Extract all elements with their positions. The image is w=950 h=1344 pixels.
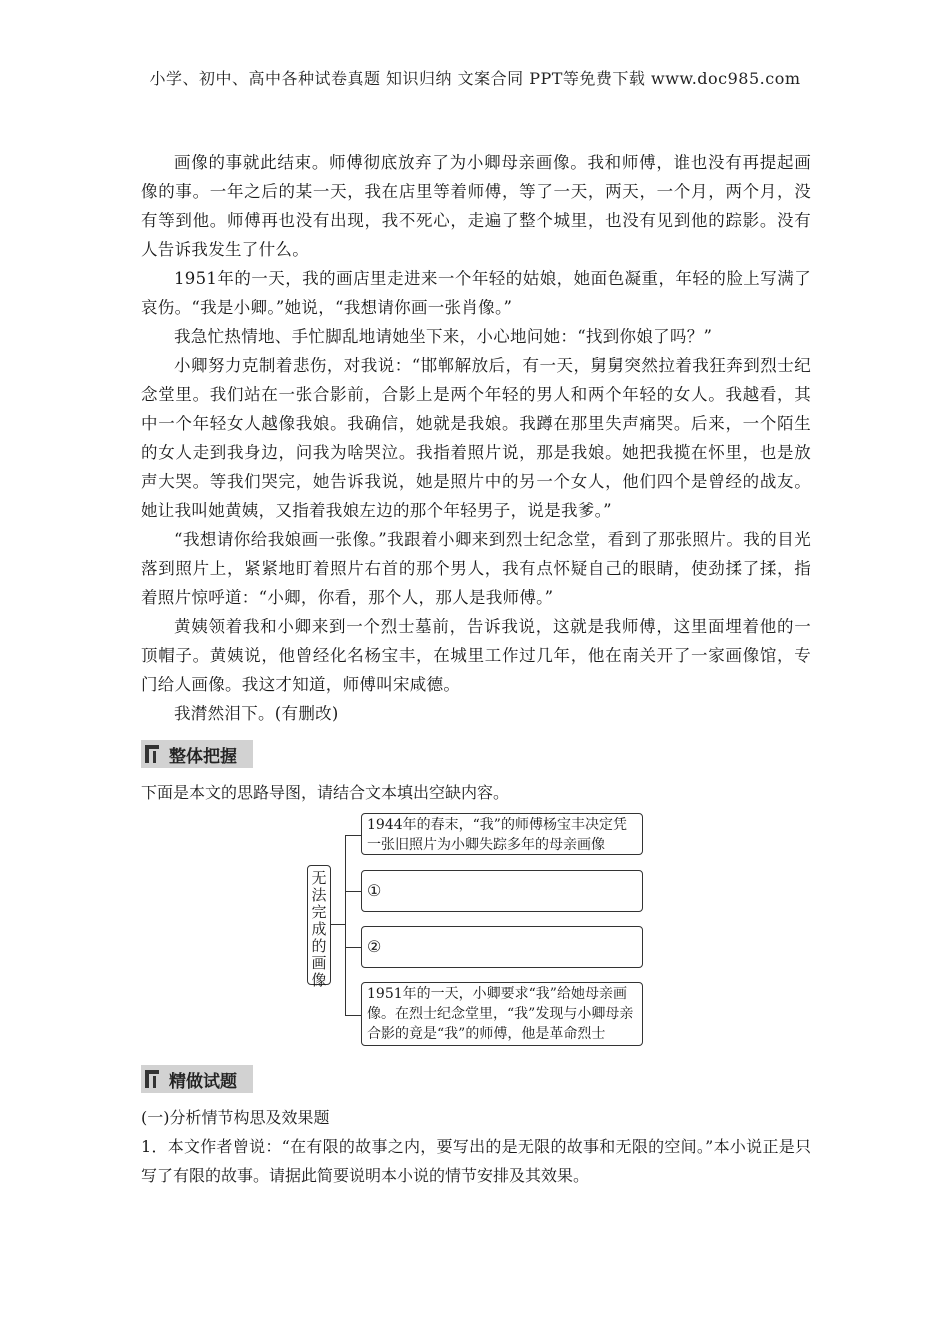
document-body <box>141 148 811 1190</box>
mindmap-branch-line-1 <box>345 835 361 836</box>
story-paragraph-7: 我潸然泪下。(有删改) <box>174 704 339 723</box>
mindmap-instruction: 下面是本文的思路导图，请结合文本填出空缺内容。 <box>141 783 510 802</box>
mindmap-root-char: 成 <box>311 920 327 938</box>
mindmap-branch-line-4 <box>345 1015 361 1016</box>
question-1: 1．本文作者曾说：“在有限的故事之内，要写出的是无限的故事和无限的空间。”本小说正是只写了有限的故事。请据此简要说明本小说的情节安排及其效果。 <box>141 1137 811 1185</box>
mindmap-root <box>307 865 331 989</box>
mindmap-root-char: 完 <box>311 903 327 921</box>
mindmap-diagram <box>141 813 811 1053</box>
section-marker-icon <box>145 1070 161 1088</box>
section-header-practice <box>141 1065 253 1093</box>
story-paragraph-2: 1951年的一天，我的画店里走进来一个年轻的姑娘，她面色凝重，年轻的脸上写满了哀伤。“我是小卿。”她说，“我想请你画一张肖像。” <box>141 269 811 317</box>
mindmap-root-char: 的 <box>311 937 327 955</box>
mindmap-blank-1: ① <box>361 870 643 912</box>
mindmap-box-1: 1944年的春末，“我”的师傅杨宝丰决定凭一张旧照片为小卿失踪多年的母亲画像 <box>361 813 643 855</box>
section-marker-icon <box>145 745 161 763</box>
mindmap-root-char: 像 <box>311 971 327 989</box>
question-subheading: (一)分析情节构思及效果题 <box>141 1108 330 1127</box>
mindmap-blank-2: ② <box>361 926 643 968</box>
mindmap-stem-line <box>331 924 345 925</box>
section-header-overall <box>141 740 253 768</box>
story-paragraph-3: 我急忙热情地、手忙脚乱地请她坐下来，小心地问她：“找到你娘了吗？” <box>174 327 713 346</box>
mindmap-branch-line-3 <box>345 947 361 948</box>
mindmap-box-4: 1951年的一天，小卿要求“我”给她母亲画像。在烈士纪念堂里，“我”发现与小卿母亲合影的竟是“我”的师傅，他是革命烈士 <box>361 982 643 1046</box>
mindmap-spine-line <box>345 835 346 1015</box>
mindmap-root-char: 无 <box>311 869 327 887</box>
story-paragraph-6: 黄姨领着我和小卿来到一个烈士墓前，告诉我说，这就是我师傅，这里面埋着他的一顶帽子。黄姨说，他曾经化名杨宝丰，在城里工作过几年，他在南关开了一家画像馆，专门给人画像。我这才知道，师傅叫宋咸德。 <box>141 617 811 694</box>
story-paragraph-1: 画像的事就此结束。师傅彻底放弃了为小卿母亲画像。我和师傅，谁也没有再提起画像的事。一年之后的某一天，我在店里等着师傅，等了一天，两天，一个月，两个月，没有等到他。师傅再也没有出现，我不死心，走遍了整个城里，也没有见到他的踪影。没有人告诉我发生了什么。 <box>141 153 811 259</box>
story-paragraph-5: “我想请你给我娘画一张像。”我跟着小卿来到烈士纪念堂，看到了那张照片。我的目光落到照片上，紧紧地盯着照片右首的那个男人，我有点怀疑自己的眼睛，使劲揉了揉，指着照片惊呼道：“小卿，你看，那个人，那人是我师傅。” <box>141 530 811 607</box>
mindmap-branch-line-2 <box>345 891 361 892</box>
story-paragraph-4: 小卿努力克制着悲伤，对我说：“邯郸解放后，有一天，舅舅突然拉着我狂奔到烈士纪念堂里。我们站在一张合影前，合影上是两个年轻的男人和两个年轻的女人。我越看，其中一个年轻女人越像我娘。我确信，她就是我娘。我蹲在那里失声痛哭。后来，一个陌生的女人走到我身边，问我为啥哭泣。我指着照片说，那是我娘。她把我揽在怀里，也是放声大哭。等我们哭完，她告诉我说，她是照片中的另一个女人，他们四个是曾经的战友。她让我叫她黄姨，又指着我娘左边的那个年轻男子，说是我爹。” <box>141 356 811 520</box>
section-title-practice: 精做试题 <box>169 1071 237 1092</box>
mindmap-root-char: 画 <box>311 954 327 972</box>
section-title-overall: 整体把握 <box>169 746 237 767</box>
mindmap-root-char: 法 <box>311 886 327 904</box>
page-header: 小学、初中、高中各种试卷真题 知识归纳 文案合同 PPT等免费下载 www.doc985.com <box>149 69 801 88</box>
